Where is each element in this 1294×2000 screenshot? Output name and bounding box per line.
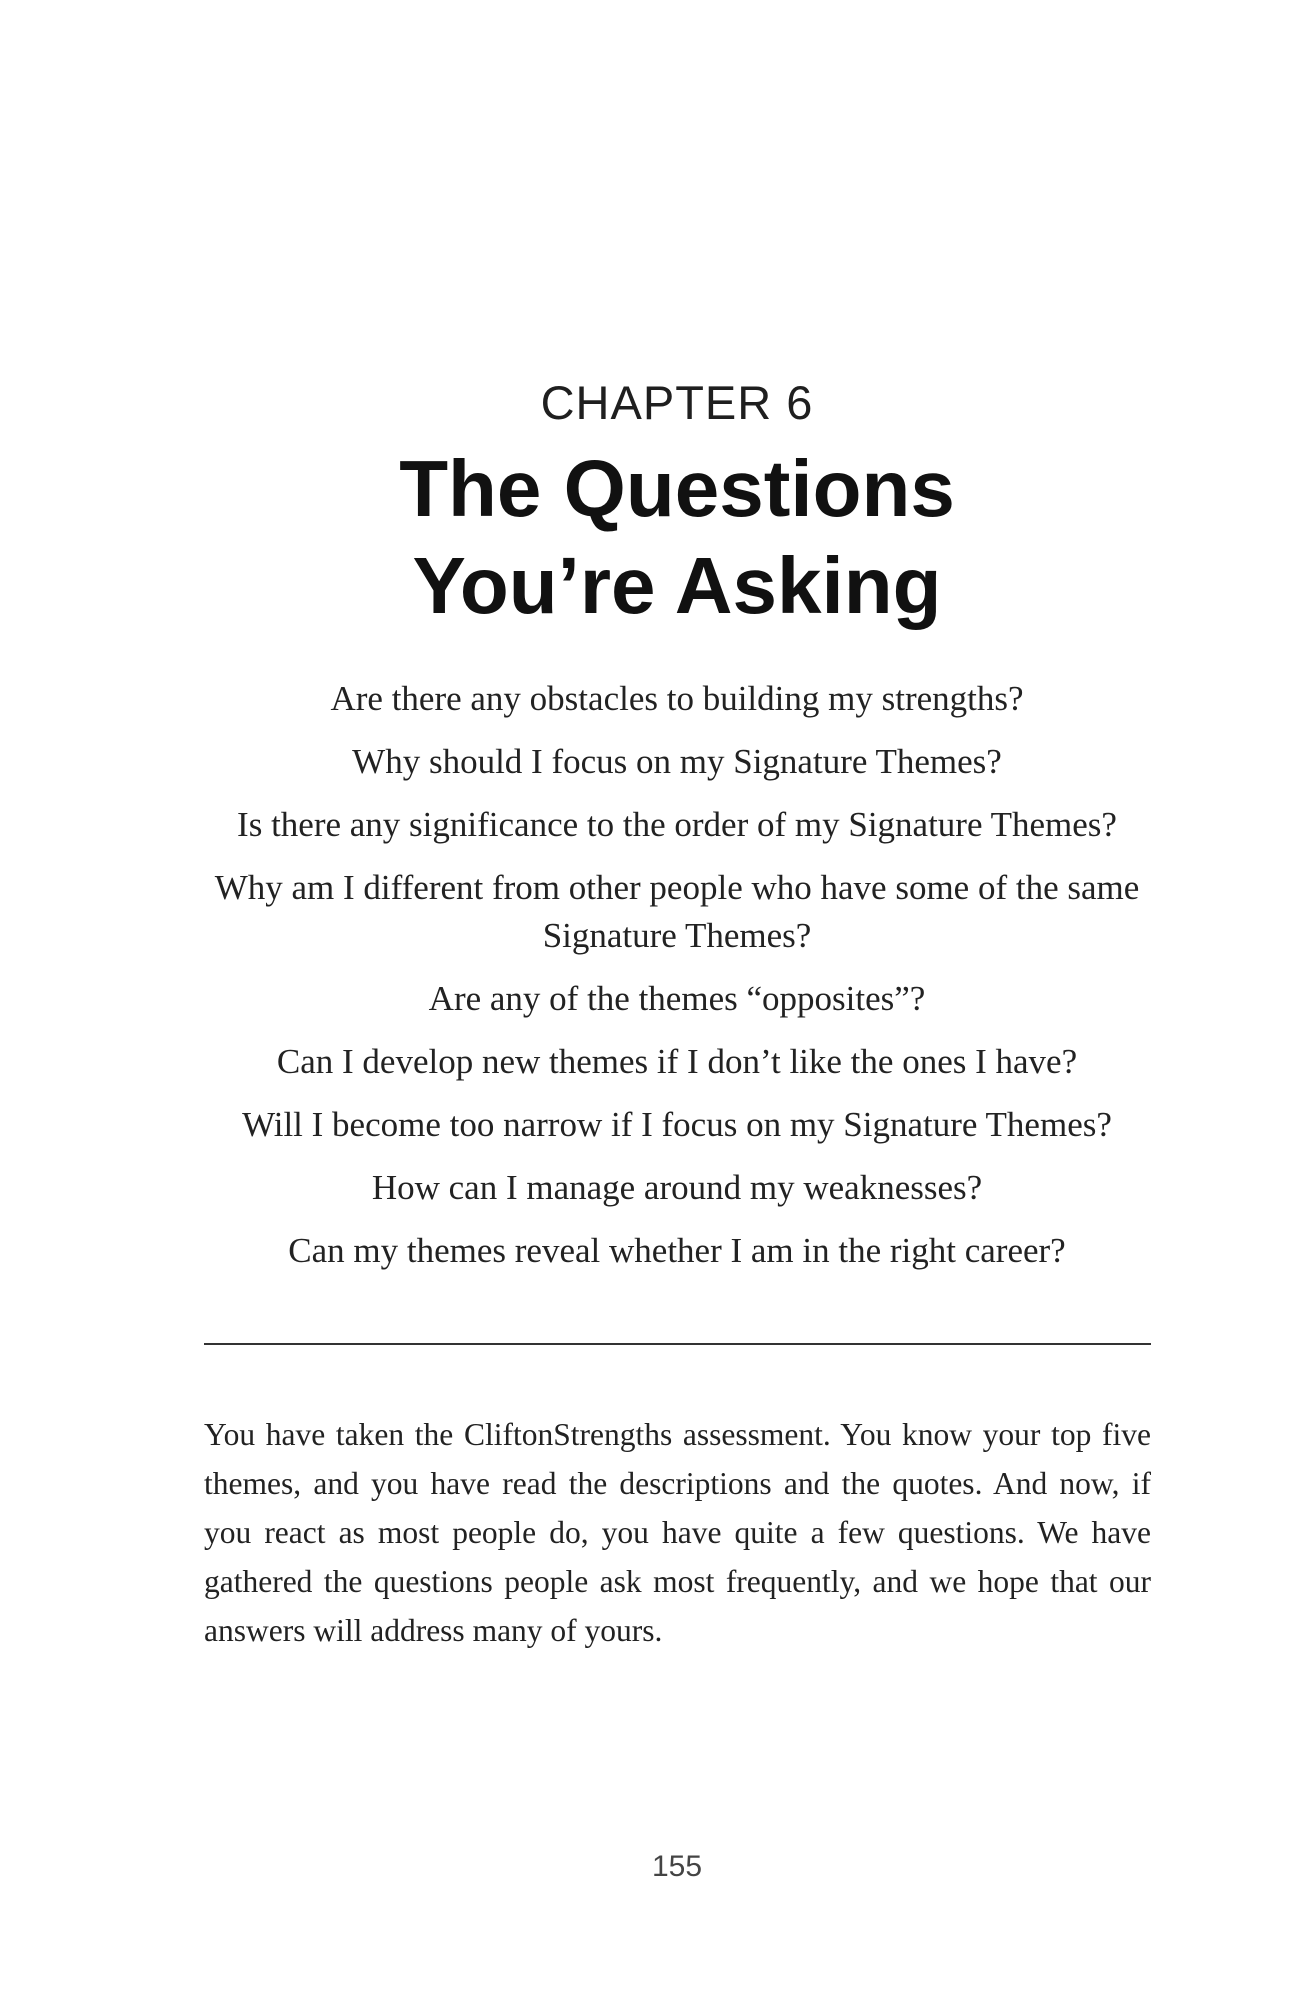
chapter-title (0, 440, 1294, 634)
intro-paragraph: You have taken the CliftonStrengths assessment. You know your top five themes, and you have read the descriptions and the quotes. And now, if you react as most people do, you have quite a few questions. We have gathered the questions people ask most frequently, and we hope that our answers will address many of yours. (204, 1417, 1151, 1648)
chapter-label: CHAPTER 6 (540, 376, 814, 429)
section-divider (204, 1343, 1151, 1345)
page-number: 155 (651, 1850, 703, 1883)
question-item: Why am I different from other people who have some of the same Signature Themes? (214, 868, 1140, 955)
question-item: Are any of the themes “opposites”? (428, 979, 926, 1018)
chapter-title-line-2: You’re Asking (412, 541, 942, 630)
question-item: Will I become too narrow if I focus on my Signature Themes? (242, 1105, 1112, 1144)
question-item: How can I manage around my weaknesses? (371, 1168, 983, 1207)
question-item: Can I develop new themes if I don’t like the ones I have? (276, 1042, 1078, 1081)
question-item: Is there any significance to the order of my Signature Themes? (237, 805, 1117, 844)
question-item: Why should I focus on my Signature Themes? (352, 742, 1002, 781)
question-item: Are there any obstacles to building my strengths? (330, 679, 1024, 718)
question-item: Can my themes reveal whether I am in the right career? (288, 1231, 1066, 1270)
chapter-title-line-1: The Questions (399, 444, 955, 533)
question-list (204, 675, 1150, 1290)
